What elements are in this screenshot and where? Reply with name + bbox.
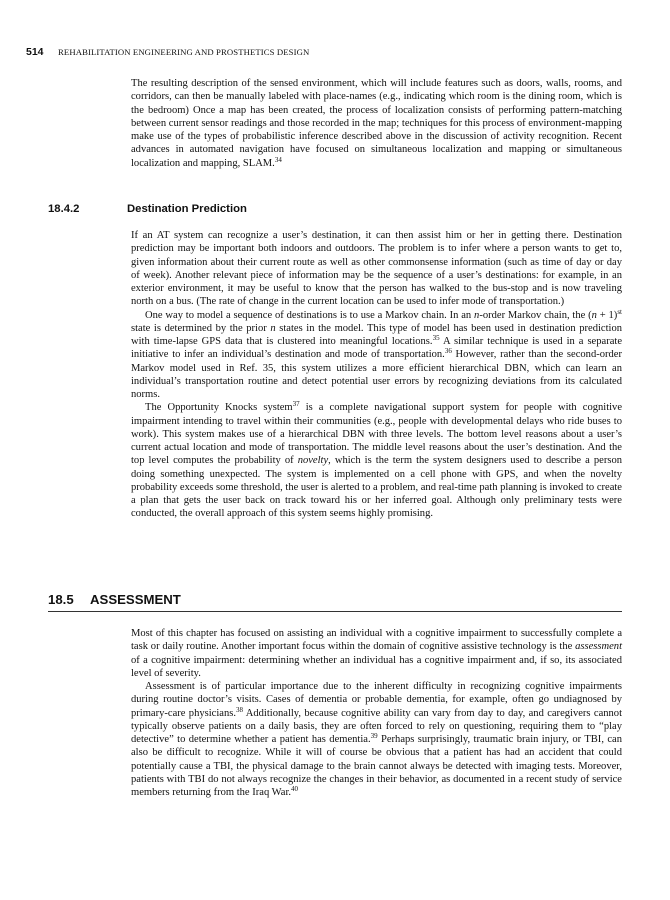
reference-marker: 34	[274, 155, 282, 164]
page-header	[26, 46, 636, 58]
section-number: 18.5	[48, 592, 74, 607]
paragraph: Most of this chapter has focused on assisting an individual with a cognitive impairment to successfully complete a task or daily routine. Another important focus within the domain of cognitive assistive technology is the assessment of a cognitive impairment: determining whether an individual has a cognitive impairment and, if so, its associated level of severity.	[131, 628, 622, 679]
reference-marker: 40	[291, 785, 299, 793]
running-head: REHABILITATION ENGINEERING AND PROSTHETICS DESIGN	[58, 47, 310, 57]
subsection-title: Destination Prediction	[127, 203, 247, 215]
reference-marker: 38	[235, 705, 243, 714]
subsection-body	[131, 229, 622, 521]
paragraph: Assessment is of particular importance due to the inherent difficulty in recognizing cognitive impairments during routine doctor’s visits. Cases of dementia or probable dementia, for example, often go undiagnosed by primary-care physicians.$^{38}$ Additionally, because cognitive ability can vary from day to day, and caregivers cannot typically observe patients on a daily basis, they are often forced to rely on questioning, requiring them to “play detective” to determine whether a patient has dementia.$^{39}$ Perhaps surprisingly, traumatic brain injury, or TBI, can also be difficult to recognize. While it will of course be obvious that a patient has had an accident that could potentially cause a TBI, the physical damage to the brain cannot always be detected with imaging tests. Moreover, patients with TBI do not always recognize the changes in their behavior, as documented in a recent study of service members returning from the Iraq War.$^{40}$	[131, 681, 622, 798]
section-divider	[48, 611, 622, 612]
section-heading	[48, 592, 622, 607]
reference-marker: 37	[292, 400, 300, 409]
subsection-heading	[48, 203, 247, 215]
reference-marker: 36	[444, 347, 452, 356]
superscript: st	[617, 307, 622, 316]
paragraph: If an AT system can recognize a user’s destination, it can then assist him or her in getting there. Destination prediction may be important both indoors and outdoors. The problem is to infer where a person wants to get to, given information about their current route as well as other commonsense information (such as time of day or day of week). Another relevant piece of information may be the sequence of a user’s destinations: for example, in an exterior environment, it may be useful to know that the person has walked to the bus-stop and is now traveling north on a bus. (The rate of change in the current location can be used to infer mode of transportation.)	[131, 230, 622, 308]
paragraph: One way to model a sequence of destinations is to use a Markov chain. In an n-order Markov chain, the $(n + 1)^{st}$ state is determined by the prior n states in the model. This type of model has been used in destination prediction with time-lapse GPS data that is clustered into meaningful locations.$^{35}$ A similar technique is used in a separate initiative to infer an individual’s destination and mode of transportation.$^{36}$ However, rather than the second-order Markov model used in Ref. 35, this system utilizes a more efficient hierarchical DBN, which can learn an individual’s transportation routine and detect potential user errors by recognizing deviations from its calculated norms.	[131, 307, 622, 400]
section-title: ASSESSMENT	[90, 592, 181, 607]
intro-paragraph: The resulting description of the sensed environment, which will include features such as doors, walls, rooms, and corridors, can then be manually labeled with place-names (e.g., indicating which room is the dining room, which is the bedroom) Once a map has been created, the process of localization consists of performing pattern-matching between current sensor readings and those recorded in the map; techniques for this process of environment-mapping make use of the types of probabilistic inference described above in the discussion of activity recognition. Recent advances in automated navigation have focused on simultaneous localization and mapping or simultaneous localization and mapping, SLAM.$^{34}$	[131, 78, 622, 169]
subsection-number: 18.4.2	[48, 203, 80, 215]
reference-marker: 35	[432, 334, 440, 342]
intro-paragraph-block	[131, 77, 622, 170]
page-number: 514	[26, 46, 44, 58]
reference-marker: 39	[370, 732, 378, 740]
paragraph: The Opportunity Knocks system$^{37}$ is a complete navigational support system for people with cognitive impairment intending to travel within their communities (e.g., people with developmental delays who ride buses to work). This system makes use of a hierarchical DBN with three levels. The bottom level reasons about a user’s current actual location and mode of transportation. The middle level reasons about the user’s destination. And the top level computes the probability of novelty, which is the term the system designers used to describe a person doing something unexpected. The system is implemented on a cell phone with GPS, and when the novelty probability exceeds some threshold, the user is alerted to a problem, and real-time path planning is invoked to create a plan that gets the user back on track toward his or her inferred goal. Although only preliminary tests were conducted, the overall approach of this system seems highly promising.	[131, 400, 623, 520]
section-body	[131, 627, 622, 799]
